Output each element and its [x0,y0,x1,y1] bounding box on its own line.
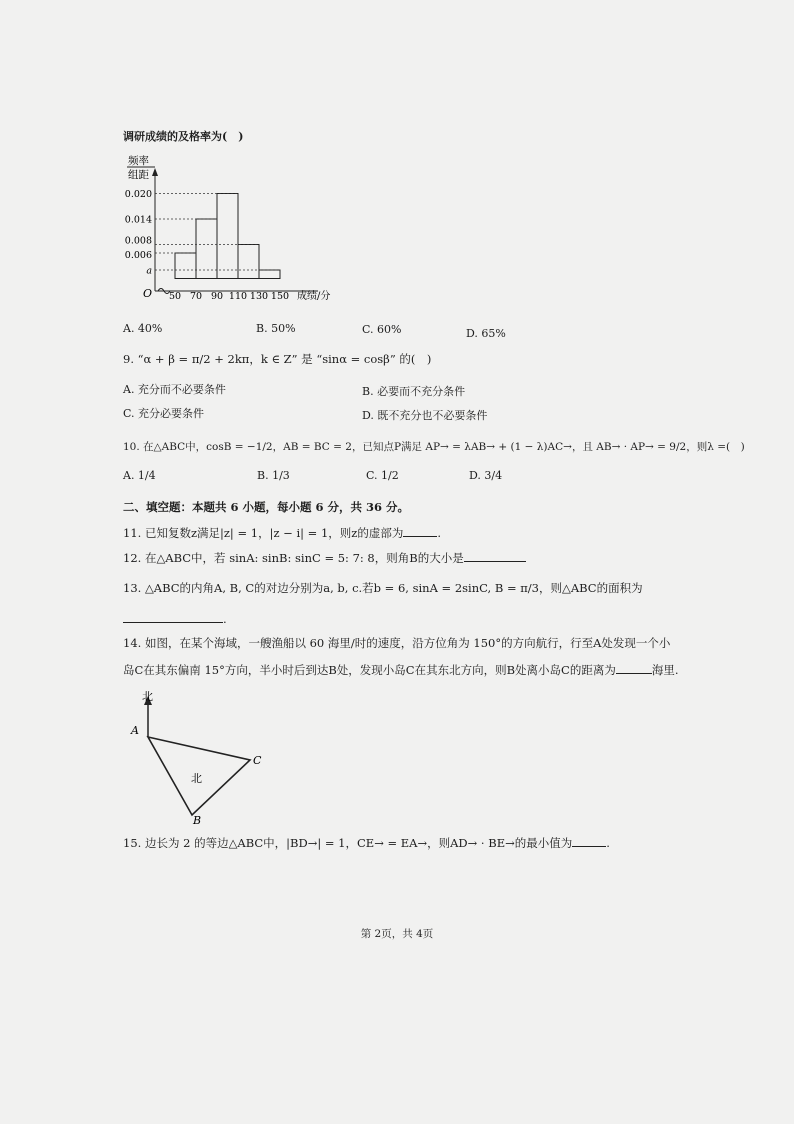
point-b-label: B [193,814,202,827]
q9-option-c: C. 充分必要条件 [123,407,205,420]
q9-option-d: D. 既不充分也不必要条件 [362,409,488,422]
inner-north-label: 北 [191,772,202,785]
q10-option-b: B. 1/3 [257,469,290,482]
q12 [123,550,526,566]
q13-answer-line [123,612,227,626]
q14-answer-blank[interactable] [616,673,652,674]
q15-text: 15. 边长为 2 的等边△ABC中，|BD→| = 1，CE→ = EA→，则AD→ · BE→的最小值为 [123,836,573,850]
q10-option-d: D. 3/4 [469,469,503,482]
q11-answer-blank[interactable] [403,536,437,537]
q11 [123,525,441,541]
x-tick-labels [169,291,289,302]
q8-option-c: C. 60% [362,323,402,336]
point-c-label: C [253,754,262,767]
q10-stem: 10. 在△ABC中，cosB = −1/2，AB = BC = 2，已知点P满足 AP→ = λAB→ + (1 − λ)AC→，且 AB→ · AP→ = 9/2，则λ =( ) [123,441,745,453]
x-tick-label: 130 [249,291,269,302]
q13-answer-blank[interactable] [123,622,223,623]
q11-period: . [437,526,441,540]
q9-stem: 9. “α + β = π/2 + 2kπ，k ∈ Z” 是 “sinα = cosβ” 的( ) [123,352,432,366]
page-footer: 第 2页，共 4页 [360,928,434,940]
histogram-bar [238,245,259,279]
q14-line2-tail: 海里. [651,663,679,677]
y-tick-label: 0.006 [124,250,152,261]
y-tick-labels [125,189,153,277]
q15-answer-blank[interactable] [572,846,606,847]
point-a-label: A [131,724,139,737]
section2-heading: 二、填空题：本题共 6 小题，每小题 6 分，共 36 分。 [123,500,410,514]
q8-option-b: B. 50% [256,322,296,335]
histogram-bar [259,270,280,279]
origin-label: O [143,287,153,300]
histogram-chart [118,152,378,302]
q9-option-a: A. 充分而不必要条件 [123,383,226,396]
y-label-bottom: 组距 [128,169,149,181]
y-tick-label: 0.014 [124,214,152,226]
q12-text: 12. 在△ABC中，若 sinA: sinB: sinC = 5: 7: 8，则角B的大小是 [123,551,464,565]
y-tick-label: 0.020 [124,189,152,200]
x-tick-label: 150 [270,291,290,302]
q14-triangle-figure [122,688,282,828]
histogram-bar [175,253,196,279]
x-tick-label: 70 [189,291,203,302]
histogram-bars [175,194,280,279]
q8-stem: 调研成绩的及格率为( ) [123,130,244,143]
x-tick-label: 110 [228,291,248,302]
q14-line1: 14. 如图，在某个海域，一艘渔船以 60 海里/时的速度，沿方位角为 150°的方向航行，行至A处发现一个小 [123,636,671,650]
q10-option-a: A. 1/4 [123,469,156,482]
q14-line2 [123,662,679,678]
x-tick-label: 50 [168,291,182,302]
q8-option-a: A. 40% [123,322,163,335]
q13-period: . [223,612,227,626]
north-label: 北 [142,690,153,703]
histogram-bar [217,194,238,279]
histogram-bar [196,219,217,279]
q11-text: 11. 已知复数z满足|z| = 1，|z − i| = 1，则z的虚部为 [123,526,404,540]
y-tick-label: 0.008 [124,235,152,247]
q10-option-c: C. 1/2 [366,469,399,482]
q15 [123,835,610,851]
q9-option-b: B. 必要而不充分条件 [362,385,466,398]
q12-answer-blank[interactable] [464,561,526,562]
x-axis-label: 成绩/分 [297,291,331,302]
q8-option-d: D. 65% [466,327,506,340]
y-axis-arrow [152,168,158,176]
q14-line2-text: 岛C在其东偏南 15°方向，半小时后到达B处，发现小岛C在其东北方向，则B处离小岛C的距离为 [123,663,616,677]
x-tick-label: 90 [210,291,224,302]
q15-period: . [606,836,610,850]
y-label-top: 频率 [128,155,149,167]
y-tick-label: a [146,265,152,277]
q13-text: 13. △ABC的内角A, B, C的对边分别为a, b, c.若b = 6, sinA = 2sinC, B = π/3，则△ABC的面积为 [123,581,643,595]
